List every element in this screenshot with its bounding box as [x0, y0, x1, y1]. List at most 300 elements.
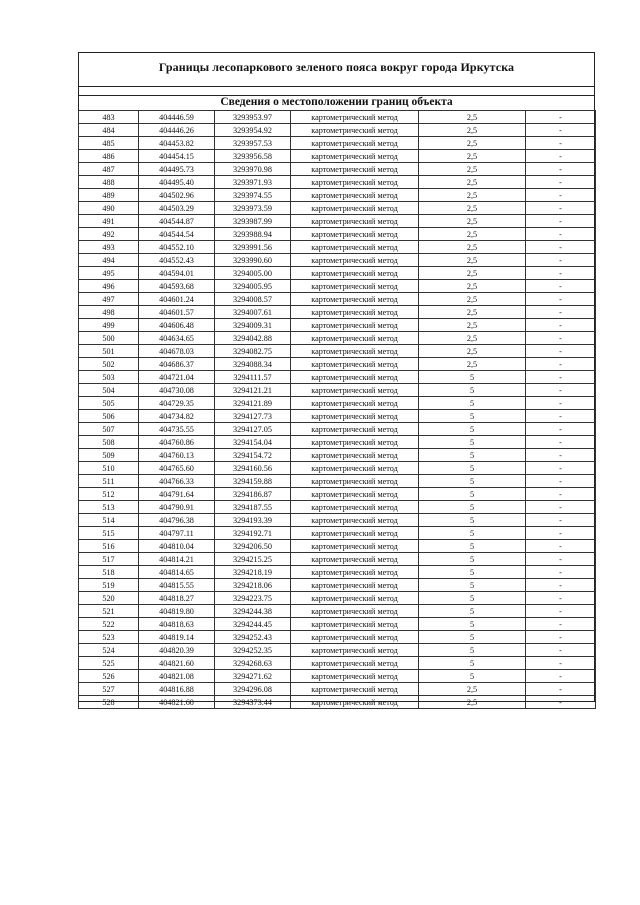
y-coordinate-cell: 3294296.08: [215, 683, 291, 696]
accuracy-cell: 2,5: [419, 228, 526, 241]
table-row: [79, 579, 596, 592]
note-cell: -: [526, 371, 596, 384]
method-cell: картометрический метод: [291, 280, 419, 293]
table-row: [79, 657, 596, 670]
note-cell: -: [526, 124, 596, 137]
method-cell: картометрический метод: [291, 475, 419, 488]
note-cell: -: [526, 202, 596, 215]
accuracy-cell: 2,5: [419, 215, 526, 228]
method-cell: картометрический метод: [291, 579, 419, 592]
accuracy-cell: 5: [419, 384, 526, 397]
accuracy-cell: 5: [419, 488, 526, 501]
table-row: [79, 254, 596, 267]
table-row: [79, 319, 596, 332]
point-number-cell: 497: [79, 293, 139, 306]
x-coordinate-cell: 404735.55: [139, 423, 215, 436]
method-cell: картометрический метод: [291, 397, 419, 410]
x-coordinate-cell: 404821.08: [139, 670, 215, 683]
point-number-cell: 507: [79, 423, 139, 436]
accuracy-cell: 2,5: [419, 683, 526, 696]
x-coordinate-cell: 404678.03: [139, 345, 215, 358]
accuracy-cell: 2,5: [419, 176, 526, 189]
y-coordinate-cell: 3294218.19: [215, 566, 291, 579]
point-number-cell: 490: [79, 202, 139, 215]
accuracy-cell: 5: [419, 566, 526, 579]
point-number-cell: 521: [79, 605, 139, 618]
y-coordinate-cell: 3294192.71: [215, 527, 291, 540]
point-number-cell: 499: [79, 319, 139, 332]
note-cell: -: [526, 592, 596, 605]
y-coordinate-cell: 3294007.61: [215, 306, 291, 319]
x-coordinate-cell: 404601.57: [139, 306, 215, 319]
x-coordinate-cell: 404634.65: [139, 332, 215, 345]
document-title: Границы лесопаркового зеленого пояса вокруг города Иркутска: [158, 60, 515, 74]
point-number-cell: 486: [79, 150, 139, 163]
accuracy-cell: 2,5: [419, 163, 526, 176]
accuracy-cell: 5: [419, 579, 526, 592]
table-row: [79, 280, 596, 293]
accuracy-cell: 2,5: [419, 111, 526, 124]
accuracy-cell: 2,5: [419, 293, 526, 306]
accuracy-cell: 5: [419, 540, 526, 553]
point-number-cell: 518: [79, 566, 139, 579]
point-number-cell: 502: [79, 358, 139, 371]
accuracy-cell: 5: [419, 423, 526, 436]
method-cell: картометрический метод: [291, 631, 419, 644]
accuracy-cell: 2,5: [419, 332, 526, 345]
note-cell: -: [526, 696, 596, 709]
table-row: [79, 111, 596, 124]
y-coordinate-cell: 3294252.35: [215, 644, 291, 657]
x-coordinate-cell: 404760.13: [139, 449, 215, 462]
point-number-cell: 512: [79, 488, 139, 501]
y-coordinate-cell: 3293990.60: [215, 254, 291, 267]
point-number-cell: 515: [79, 527, 139, 540]
method-cell: картометрический метод: [291, 202, 419, 215]
x-coordinate-cell: 404765.60: [139, 462, 215, 475]
y-coordinate-cell: 3294187.55: [215, 501, 291, 514]
point-number-cell: 519: [79, 579, 139, 592]
note-cell: -: [526, 657, 596, 670]
x-coordinate-cell: 404820.39: [139, 644, 215, 657]
table-row: [79, 189, 596, 202]
accuracy-cell: 5: [419, 605, 526, 618]
y-coordinate-cell: 3294127.05: [215, 423, 291, 436]
accuracy-cell: 5: [419, 501, 526, 514]
table-row: [79, 215, 596, 228]
accuracy-cell: 5: [419, 449, 526, 462]
x-coordinate-cell: 404730.08: [139, 384, 215, 397]
y-coordinate-cell: 3294154.72: [215, 449, 291, 462]
point-number-cell: 520: [79, 592, 139, 605]
y-coordinate-cell: 3294268.63: [215, 657, 291, 670]
y-coordinate-cell: 3294121.21: [215, 384, 291, 397]
point-number-cell: 488: [79, 176, 139, 189]
method-cell: картометрический метод: [291, 657, 419, 670]
note-cell: -: [526, 293, 596, 306]
point-number-cell: 509: [79, 449, 139, 462]
accuracy-cell: 5: [419, 670, 526, 683]
y-coordinate-cell: 3294154.04: [215, 436, 291, 449]
x-coordinate-cell: 404791.64: [139, 488, 215, 501]
note-cell: -: [526, 280, 596, 293]
point-number-cell: 504: [79, 384, 139, 397]
accuracy-cell: 2,5: [419, 202, 526, 215]
x-coordinate-cell: 404552.43: [139, 254, 215, 267]
accuracy-cell: 5: [419, 475, 526, 488]
x-coordinate-cell: 404818.63: [139, 618, 215, 631]
table-row: [79, 202, 596, 215]
table-row: [79, 345, 596, 358]
accuracy-cell: 5: [419, 592, 526, 605]
point-number-cell: 494: [79, 254, 139, 267]
x-coordinate-cell: 404453.82: [139, 137, 215, 150]
accuracy-cell: 5: [419, 644, 526, 657]
accuracy-cell: 2,5: [419, 254, 526, 267]
y-coordinate-cell: 3294008.57: [215, 293, 291, 306]
table-row: [79, 670, 596, 683]
x-coordinate-cell: 404606.48: [139, 319, 215, 332]
x-coordinate-cell: 404734.82: [139, 410, 215, 423]
note-cell: -: [526, 215, 596, 228]
y-coordinate-cell: 3294005.00: [215, 267, 291, 280]
method-cell: картометрический метод: [291, 345, 419, 358]
y-coordinate-cell: 3294193.39: [215, 514, 291, 527]
table-row: [79, 605, 596, 618]
y-coordinate-cell: 3294244.45: [215, 618, 291, 631]
method-cell: картометрический метод: [291, 176, 419, 189]
method-cell: картометрический метод: [291, 332, 419, 345]
point-number-cell: 498: [79, 306, 139, 319]
section-subtitle: Сведения о местоположении границ объекта: [220, 96, 453, 108]
note-cell: -: [526, 137, 596, 150]
point-number-cell: 516: [79, 540, 139, 553]
method-cell: картометрический метод: [291, 553, 419, 566]
x-coordinate-cell: 404544.87: [139, 215, 215, 228]
table-row: [79, 683, 596, 696]
note-cell: -: [526, 410, 596, 423]
note-cell: -: [526, 501, 596, 514]
point-number-cell: 501: [79, 345, 139, 358]
note-cell: -: [526, 267, 596, 280]
accuracy-cell: 2,5: [419, 319, 526, 332]
x-coordinate-cell: 404797.11: [139, 527, 215, 540]
table-row: [79, 618, 596, 631]
note-cell: -: [526, 566, 596, 579]
method-cell: картометрический метод: [291, 436, 419, 449]
table-row: [79, 306, 596, 319]
x-coordinate-cell: 404821.60: [139, 657, 215, 670]
note-cell: -: [526, 111, 596, 124]
table-row: [79, 488, 596, 501]
table-row: [79, 163, 596, 176]
accuracy-cell: 2,5: [419, 696, 526, 709]
y-coordinate-cell: 3293956.58: [215, 150, 291, 163]
note-cell: -: [526, 540, 596, 553]
note-cell: -: [526, 488, 596, 501]
y-coordinate-cell: 3294252.43: [215, 631, 291, 644]
method-cell: картометрический метод: [291, 449, 419, 462]
note-cell: -: [526, 423, 596, 436]
note-cell: -: [526, 449, 596, 462]
accuracy-cell: 5: [419, 553, 526, 566]
table-row: [79, 527, 596, 540]
table-row: [79, 514, 596, 527]
note-cell: -: [526, 670, 596, 683]
y-coordinate-cell: 3293991.56: [215, 241, 291, 254]
table-row: [79, 410, 596, 423]
accuracy-cell: 2,5: [419, 358, 526, 371]
table-row: [79, 332, 596, 345]
note-cell: -: [526, 176, 596, 189]
method-cell: картометрический метод: [291, 605, 419, 618]
method-cell: картометрический метод: [291, 644, 419, 657]
method-cell: картометрический метод: [291, 215, 419, 228]
accuracy-cell: 2,5: [419, 345, 526, 358]
method-cell: картометрический метод: [291, 306, 419, 319]
y-coordinate-cell: 3294223.75: [215, 592, 291, 605]
x-coordinate-cell: 404502.96: [139, 189, 215, 202]
method-cell: картометрический метод: [291, 241, 419, 254]
x-coordinate-cell: 404446.59: [139, 111, 215, 124]
x-coordinate-cell: 404593.68: [139, 280, 215, 293]
point-number-cell: 526: [79, 670, 139, 683]
method-cell: картометрический метод: [291, 696, 419, 709]
table-row: [79, 150, 596, 163]
x-coordinate-cell: 404721.04: [139, 371, 215, 384]
note-cell: -: [526, 475, 596, 488]
accuracy-cell: 2,5: [419, 241, 526, 254]
method-cell: картометрический метод: [291, 111, 419, 124]
method-cell: картометрический метод: [291, 228, 419, 241]
note-cell: -: [526, 241, 596, 254]
method-cell: картометрический метод: [291, 462, 419, 475]
accuracy-cell: 5: [419, 410, 526, 423]
note-cell: -: [526, 605, 596, 618]
table-row: [79, 436, 596, 449]
table-row: [79, 540, 596, 553]
method-cell: картометрический метод: [291, 683, 419, 696]
table-row: [79, 553, 596, 566]
method-cell: картометрический метод: [291, 319, 419, 332]
table-row: [79, 371, 596, 384]
x-coordinate-cell: 404729.35: [139, 397, 215, 410]
table-row: [79, 423, 596, 436]
x-coordinate-cell: 404821.60: [139, 696, 215, 709]
accuracy-cell: 2,5: [419, 280, 526, 293]
x-coordinate-cell: 404818.27: [139, 592, 215, 605]
table-row: [79, 293, 596, 306]
y-coordinate-cell: 3293987.99: [215, 215, 291, 228]
table-row: [79, 696, 596, 709]
method-cell: картометрический метод: [291, 254, 419, 267]
accuracy-cell: 2,5: [419, 124, 526, 137]
method-cell: картометрический метод: [291, 540, 419, 553]
y-coordinate-cell: 3293953.97: [215, 111, 291, 124]
note-cell: -: [526, 163, 596, 176]
note-cell: -: [526, 618, 596, 631]
title-divider: [78, 86, 595, 87]
accuracy-cell: 5: [419, 371, 526, 384]
accuracy-cell: 5: [419, 462, 526, 475]
accuracy-cell: 5: [419, 397, 526, 410]
accuracy-cell: 5: [419, 657, 526, 670]
note-cell: -: [526, 228, 596, 241]
table-row: [79, 384, 596, 397]
point-number-cell: 487: [79, 163, 139, 176]
y-coordinate-cell: 3293988.94: [215, 228, 291, 241]
accuracy-cell: 2,5: [419, 137, 526, 150]
point-number-cell: 514: [79, 514, 139, 527]
point-number-cell: 527: [79, 683, 139, 696]
y-coordinate-cell: 3293973.59: [215, 202, 291, 215]
point-number-cell: 522: [79, 618, 139, 631]
point-number-cell: 503: [79, 371, 139, 384]
point-number-cell: 510: [79, 462, 139, 475]
x-coordinate-cell: 404814.21: [139, 553, 215, 566]
method-cell: картометрический метод: [291, 293, 419, 306]
table-row: [79, 644, 596, 657]
table-row: [79, 228, 596, 241]
x-coordinate-cell: 404446.26: [139, 124, 215, 137]
x-coordinate-cell: 404819.80: [139, 605, 215, 618]
method-cell: картометрический метод: [291, 527, 419, 540]
table-row: [79, 566, 596, 579]
point-number-cell: 485: [79, 137, 139, 150]
point-number-cell: 489: [79, 189, 139, 202]
point-number-cell: 524: [79, 644, 139, 657]
note-cell: -: [526, 579, 596, 592]
x-coordinate-cell: 404760.86: [139, 436, 215, 449]
method-cell: картометрический метод: [291, 124, 419, 137]
table-row: [79, 592, 596, 605]
y-coordinate-cell: 3293954.92: [215, 124, 291, 137]
accuracy-cell: 5: [419, 527, 526, 540]
table-row: [79, 631, 596, 644]
x-coordinate-cell: 404686.37: [139, 358, 215, 371]
point-number-cell: 525: [79, 657, 139, 670]
y-coordinate-cell: 3294009.31: [215, 319, 291, 332]
point-number-cell: 528: [79, 696, 139, 709]
method-cell: картометрический метод: [291, 189, 419, 202]
y-coordinate-cell: 3294244.38: [215, 605, 291, 618]
note-cell: -: [526, 631, 596, 644]
method-cell: картометрический метод: [291, 514, 419, 527]
x-coordinate-cell: 404594.01: [139, 267, 215, 280]
x-coordinate-cell: 404819.14: [139, 631, 215, 644]
x-coordinate-cell: 404816.88: [139, 683, 215, 696]
accuracy-cell: 2,5: [419, 306, 526, 319]
y-coordinate-cell: 3294127.73: [215, 410, 291, 423]
method-cell: картометрический метод: [291, 371, 419, 384]
y-coordinate-cell: 3294082.75: [215, 345, 291, 358]
method-cell: картометрический метод: [291, 670, 419, 683]
point-number-cell: 491: [79, 215, 139, 228]
note-cell: -: [526, 306, 596, 319]
y-coordinate-cell: 3294042.88: [215, 332, 291, 345]
note-cell: -: [526, 384, 596, 397]
accuracy-cell: 5: [419, 631, 526, 644]
x-coordinate-cell: 404495.40: [139, 176, 215, 189]
point-number-cell: 506: [79, 410, 139, 423]
note-cell: -: [526, 397, 596, 410]
point-number-cell: 513: [79, 501, 139, 514]
x-coordinate-cell: 404552.10: [139, 241, 215, 254]
method-cell: картометрический метод: [291, 423, 419, 436]
y-coordinate-cell: 3293974.55: [215, 189, 291, 202]
accuracy-cell: 5: [419, 436, 526, 449]
x-coordinate-cell: 404790.91: [139, 501, 215, 514]
method-cell: картометрический метод: [291, 618, 419, 631]
note-cell: -: [526, 683, 596, 696]
x-coordinate-cell: 404815.55: [139, 579, 215, 592]
accuracy-cell: 2,5: [419, 150, 526, 163]
method-cell: картометрический метод: [291, 358, 419, 371]
x-coordinate-cell: 404810.04: [139, 540, 215, 553]
note-cell: -: [526, 644, 596, 657]
table-row: [79, 449, 596, 462]
method-cell: картометрический метод: [291, 410, 419, 423]
point-number-cell: 508: [79, 436, 139, 449]
table-row: [79, 462, 596, 475]
table-row: [79, 124, 596, 137]
point-number-cell: 495: [79, 267, 139, 280]
table-row: [79, 397, 596, 410]
method-cell: картометрический метод: [291, 150, 419, 163]
x-coordinate-cell: 404544.54: [139, 228, 215, 241]
point-number-cell: 511: [79, 475, 139, 488]
y-coordinate-cell: 3293971.93: [215, 176, 291, 189]
x-coordinate-cell: 404766.33: [139, 475, 215, 488]
point-number-cell: 483: [79, 111, 139, 124]
accuracy-cell: 5: [419, 618, 526, 631]
point-number-cell: 523: [79, 631, 139, 644]
point-number-cell: 517: [79, 553, 139, 566]
point-number-cell: 484: [79, 124, 139, 137]
note-cell: -: [526, 553, 596, 566]
y-coordinate-cell: 3294206.50: [215, 540, 291, 553]
note-cell: -: [526, 514, 596, 527]
method-cell: картометрический метод: [291, 163, 419, 176]
method-cell: картометрический метод: [291, 137, 419, 150]
y-coordinate-cell: 3294005.95: [215, 280, 291, 293]
method-cell: картометрический метод: [291, 384, 419, 397]
note-cell: -: [526, 254, 596, 267]
table-row: [79, 501, 596, 514]
x-coordinate-cell: 404454.15: [139, 150, 215, 163]
y-coordinate-cell: 3294159.88: [215, 475, 291, 488]
note-cell: -: [526, 150, 596, 163]
coordinates-table: [78, 110, 596, 709]
table-row: [79, 267, 596, 280]
note-cell: -: [526, 527, 596, 540]
y-coordinate-cell: 3294373.44: [215, 696, 291, 709]
y-coordinate-cell: 3293970.98: [215, 163, 291, 176]
coordinates-table-body: [79, 111, 596, 709]
y-coordinate-cell: 3294186.87: [215, 488, 291, 501]
y-coordinate-cell: 3294088.34: [215, 358, 291, 371]
point-number-cell: 500: [79, 332, 139, 345]
note-cell: -: [526, 462, 596, 475]
point-number-cell: 492: [79, 228, 139, 241]
note-cell: -: [526, 189, 596, 202]
method-cell: картометрический метод: [291, 501, 419, 514]
y-coordinate-cell: 3294111.57: [215, 371, 291, 384]
x-coordinate-cell: 404814.65: [139, 566, 215, 579]
table-row: [79, 241, 596, 254]
method-cell: картометрический метод: [291, 592, 419, 605]
x-coordinate-cell: 404601.24: [139, 293, 215, 306]
